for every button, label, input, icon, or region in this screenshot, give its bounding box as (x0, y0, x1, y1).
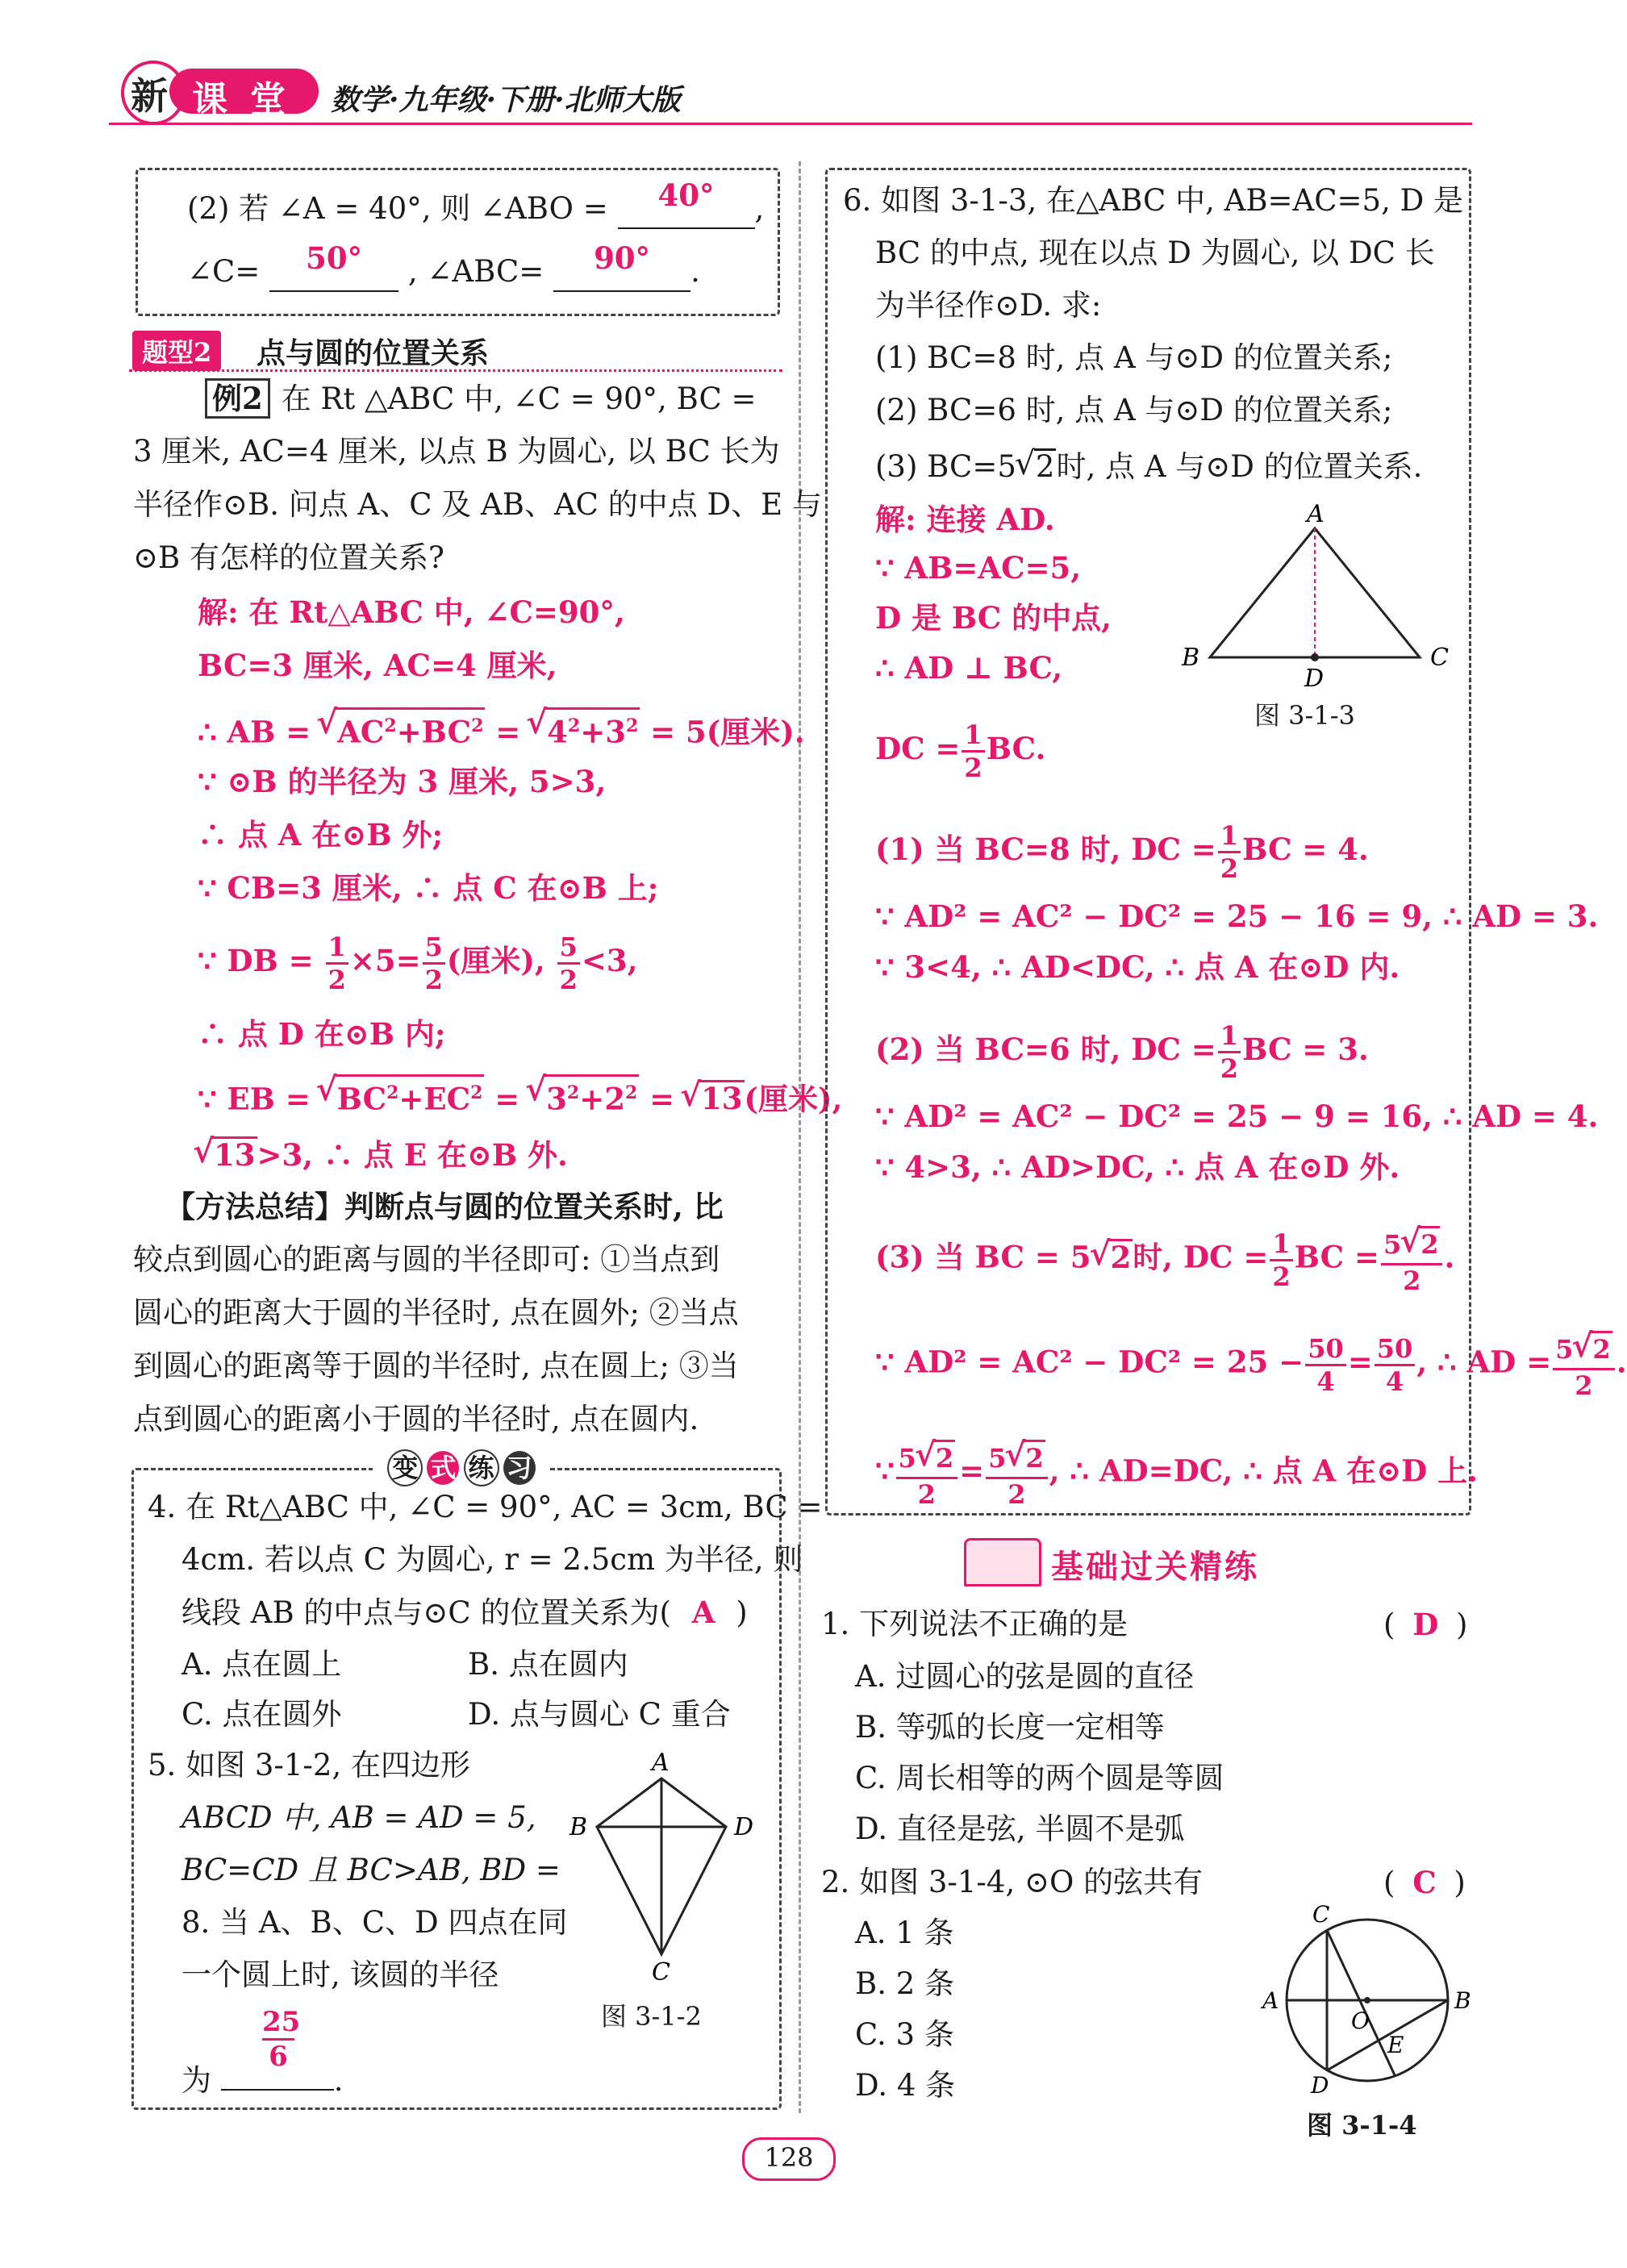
fig313-label-b: B (1182, 644, 1200, 672)
basic-q1-answer: D (1412, 1607, 1439, 1642)
type2-title: 点与圆的位置关系 (257, 336, 490, 370)
basic-q2-opt-b: B. 2 条 (855, 1966, 955, 2001)
variant-title (373, 1448, 550, 1488)
top-box-text3: , ∠ABC= (407, 254, 544, 289)
answer-blank-1 (618, 177, 755, 229)
q5-ans-num: 25 (262, 2008, 294, 2041)
q6-frac-4: $\frac{1}{2}$ (1270, 1231, 1292, 1290)
q4-opt-b: B. 点在圆内 (468, 1647, 628, 1682)
q6-frac-8: $\frac{5√ 2}{2}$ (1553, 1331, 1615, 1399)
sqrt-7: √ 2 (1108, 1239, 1133, 1274)
q5-wei: 为 (181, 2063, 211, 2098)
answer-1: 40° (657, 177, 715, 213)
sol-line-2: BC=3 厘米, AC=4 厘米, (198, 648, 557, 683)
header-rule (109, 123, 1472, 125)
variant-char-1: 变 (387, 1449, 423, 1486)
q6-final: , ∴ AD=DC, ∴ 点 A 在⊙D 上. (1049, 1453, 1478, 1489)
q4-opt-d: D. 点与圆心 C 重合 (468, 1697, 731, 1732)
q6-line-3: 为半径作⊙D. 求: (875, 288, 1102, 323)
method-line-1: 【方法总结】判断点与圆的位置关系时, 比 (165, 1189, 724, 1224)
basic-q1-opt-c: C. 周长相等的两个圆是等圆 (855, 1761, 1224, 1795)
q6-sol-7: ∵ AD² = AC² − DC² = 25 − 16 = 9, ∴ AD = 3. (875, 898, 1599, 934)
figure-3-1-4 (1254, 1899, 1480, 2101)
book-icon (964, 1538, 1041, 1586)
sqrt-6: √ 13 (212, 1136, 257, 1171)
q5-line-2: ABCD 中, AB = AD = 5, (181, 1800, 536, 1835)
basic-q2-opt-c: C. 3 条 (855, 2017, 954, 2052)
top-box-text1: (2) 若 ∠A = 40°, 则 ∠ABO = (187, 191, 608, 226)
q6-sol-2: ∵ AB=AC=5, (875, 550, 1082, 586)
logo-char-3: 堂 (250, 79, 286, 120)
q6-ad: , ∴ AD = (1416, 1344, 1552, 1380)
sol-line-8: ∴ 点 D 在⊙B 内; (198, 1016, 446, 1052)
type2-tag: 题型2 (132, 331, 221, 371)
column-divider (799, 161, 801, 2113)
fig314-label-e: E (1387, 2032, 1404, 2058)
basic-q1-opt-b: B. 等弧的长度一定相等 (855, 1710, 1165, 1745)
q4-opt-c: C. 点在圆外 (181, 1697, 342, 1732)
fig314-caption: 图 3-1-4 (1307, 2110, 1417, 2141)
basic-q2-opt-a: A. 1 条 (855, 1916, 954, 1950)
fig314-label-a: A (1262, 1987, 1279, 2014)
q6-part3-b: 时, 点 A 与⊙D 的位置关系. (1056, 449, 1423, 484)
sol-db-compare: <3, (581, 943, 638, 978)
basic-q1-opt-a: A. 过圆心的弦是圆的直径 (855, 1659, 1195, 1694)
sol-line-3: ∴ AB = √ $AC^2+BC^2$ = √ $4^2+3^2 = 5$(厘米). (198, 707, 805, 751)
sol-line-4: ∵ ⊙B 的半径为 3 厘米, 5>3, (198, 764, 607, 799)
page-number (742, 2137, 836, 2181)
q6-line-6 (875, 448, 1422, 486)
fig313-caption: 图 3-1-3 (1254, 700, 1355, 731)
q6-line-5: (2) BC=6 时, 点 A 与⊙D 的位置关系; (875, 393, 1393, 427)
frac-half: $\frac{1}{2}$ (326, 934, 348, 993)
q6-case3-ad: ∵ AD² = AC² − DC² = 25 − (875, 1344, 1304, 1380)
q6-frac-2: $\frac{1}{2}$ (1218, 823, 1241, 882)
q6-case2: (2) 当 BC=6 时, DC = (875, 1032, 1216, 1067)
basic-q2-answer: C (1412, 1865, 1437, 1900)
q6-sol-3: D 是 BC 的中点, (875, 600, 1112, 636)
answer-blank-3 (553, 240, 690, 292)
variant-char-2: 式 (427, 1451, 459, 1485)
q6-line-1: 6. 如图 3-1-3, 在△ABC 中, AB=AC=5, D 是 (843, 183, 1464, 218)
top-box-line2: ∠C= 50° , ∠ABC= 90° . (187, 252, 700, 292)
type2-heading (129, 329, 782, 372)
q6-line-4: (1) BC=8 时, 点 A 与⊙D 的位置关系; (875, 340, 1393, 375)
basic-q1-opt-d: D. 直径是弦, 半圆不是弧 (855, 1811, 1185, 1846)
basic-q1 (821, 1605, 1128, 1644)
q4-line-3 (181, 1593, 748, 1632)
header-subtitle: 数学·九年级·下册·北师大版 (331, 83, 681, 117)
method-line-2: 较点到圆心的距离与圆的半径即可: ①当点到 (133, 1242, 720, 1277)
q6-sol-8: ∵ 3<4, ∴ AD<DC, ∴ 点 A 在⊙D 内. (875, 949, 1400, 985)
q6-sol-4: ∴ AD ⊥ BC, (875, 650, 1063, 686)
basic-q2-paren: ( C ) (1383, 1865, 1466, 1900)
q6-because: ∵ (875, 1453, 895, 1489)
fig312-label-a: A (652, 1749, 670, 1777)
example-line-3: 半径作⊙B. 问点 A、C 及 AB、AC 的中点 D、E 与 (133, 487, 822, 522)
q6-frac-5: $\frac{5√ 2}{2}$ (1381, 1226, 1443, 1294)
frac-5-2b: $\frac{5}{2}$ (557, 934, 580, 993)
header-logo (121, 60, 323, 119)
example-line-2: 3 厘米, AC=4 厘米, 以点 B 为圆心, 以 BC 长为 (133, 434, 780, 469)
q5-line-1: 5. 如图 3-1-2, 在四边形 (148, 1748, 470, 1782)
q6-sol-6 (875, 820, 1369, 884)
q6-dc-bc: BC. (986, 731, 1046, 766)
fig312-caption: 图 3-1-2 (601, 2001, 702, 2032)
q4-text: 线段 AB 的中点与⊙C 的位置关系为( (181, 1595, 671, 1630)
sol-line-7: ∵ DB = $\frac{1}{2}$ ×5= $\frac{5}{2}$ (厘米), $\frac{5}{2}$ <3, (198, 932, 638, 995)
top-box-line1: (2) 若 ∠A = 40°, 则 ∠ABO = 40° , (187, 189, 764, 229)
example-text-1: 在 Rt △ABC 中, ∠C = 90°, BC = (281, 381, 757, 416)
method-line-5: 点到圆心的距离小于圆的半径时, 点在圆内. (133, 1402, 699, 1436)
q6-case3: (3) 当 BC = 5 (875, 1239, 1091, 1275)
q6-case3-b: 时, DC = (1133, 1239, 1269, 1275)
q6-eq2: = (959, 1453, 985, 1489)
basic-q2-opt-d: D. 4 条 (855, 2068, 956, 2103)
method-line-3: 圆心的距离大于圆的半径时, 点在圆外; ②当点 (133, 1295, 739, 1330)
sqrt-1: √ $AC^2+BC^2$ (336, 707, 485, 748)
sol-line-10 (198, 1136, 568, 1174)
q6-sol-1: 解: 连接 AD. (875, 502, 1055, 537)
fig314-label-o: O (1351, 2007, 1370, 2034)
sol-line-5: ∴ 点 A 在⊙B 外; (198, 817, 444, 853)
q5-answer (262, 2006, 301, 2073)
sol-eb: ∵ EB = (198, 1081, 311, 1117)
logo-char-2: 课 (192, 79, 227, 120)
sol-db-unit: (厘米), (446, 943, 545, 978)
sqrt-3: √ $BC^2+EC^2$ (336, 1074, 485, 1115)
basic-q1-text: 1. 下列说法不正确的是 (821, 1607, 1128, 1641)
basic-q1-paren: ( D ) (1383, 1607, 1468, 1642)
fig313-label-d: D (1304, 665, 1325, 693)
sol-db: ∵ DB = (198, 943, 314, 978)
q6-eq: = (1347, 1344, 1373, 1380)
q6-sol-10: ∵ AD² = AC² − DC² = 25 − 9 = 16, ∴ AD = 4. (875, 1099, 1599, 1134)
q4-opt-a: A. 点在圆上 (181, 1647, 342, 1682)
q6-frac-3: $\frac{1}{2}$ (1218, 1023, 1241, 1082)
q5-line-5: 一个圆上时, 该圆的半径 (181, 1957, 499, 1992)
example-line-1 (211, 379, 757, 419)
sqrt-q6: √ 2 (1034, 448, 1057, 483)
example-tag: 例2 (205, 378, 270, 419)
frac-5-2: $\frac{5}{2}$ (423, 934, 445, 993)
q4-answer: A (691, 1595, 715, 1630)
sol-line-6: ∵ CB=3 厘米, ∴ 点 C 在⊙B 上; (198, 870, 659, 906)
q6-frac-6: $\frac{50}{4}$ (1305, 1336, 1346, 1395)
variant-char-3: 练 (464, 1449, 499, 1486)
q6-sol-5 (875, 719, 1046, 783)
q6-sol-12: (3) 当 BC = 5√ 2时, DC = $\frac{1}{2}$ BC = $\frac{5√ 2}{2}$ . (875, 1226, 1454, 1294)
basic-q2: 2. 如图 3-1-4, ⊙O 的弦共有 (821, 1865, 1204, 1899)
q6-frac-9: $\frac{5√ 2}{2}$ (896, 1440, 958, 1507)
q6-sol-11: ∵ 4>3, ∴ AD>DC, ∴ 点 A 在⊙D 外. (875, 1149, 1400, 1185)
top-box-text2: ∠C= (187, 254, 261, 289)
q5-line-6: 为 . (181, 2057, 344, 2100)
q6-case1-b: BC = 4. (1242, 832, 1369, 867)
q6-case1: (1) 当 BC=8 时, DC = (875, 832, 1216, 867)
logo-char-1: 新 (131, 74, 168, 118)
sol-eb-compare: >3, ∴ 点 E 在⊙B 外. (257, 1137, 568, 1173)
sol-line-9: ∵ EB = √ $BC^2+EC^2$ = √ $3^2+2^2$ = √ 13(厘米), (198, 1074, 842, 1118)
q6-case2-b: BC = 3. (1242, 1032, 1369, 1067)
fig314-label-b: B (1454, 1987, 1471, 2014)
sol-ab: ∴ AB = (198, 714, 311, 750)
sol-line-1: 解: 在 Rt△ABC 中, ∠C=90°, (198, 594, 625, 630)
fig314-label-c: C (1312, 1901, 1330, 1928)
fig314-label-d: D (1311, 2072, 1329, 2099)
sqrt-5: √ 13 (699, 1080, 745, 1115)
q6-sol-9 (875, 1020, 1369, 1084)
q6-sol-14 (875, 1440, 1478, 1510)
example-line-4: ⊙B 有怎样的位置关系? (133, 540, 444, 575)
sol-eb-unit: (厘米), (744, 1081, 843, 1117)
q6-frac-7: $\frac{50}{4}$ (1375, 1336, 1416, 1395)
q6-part3-a: (3) BC=5 (875, 449, 1016, 484)
method-line-4: 到圆心的距离等于圆的半径时, 点在圆上; ③当 (133, 1349, 739, 1383)
q4-line-1: 4. 在 Rt△ABC 中, ∠C = 90°, AC = 3cm, BC = (148, 1490, 823, 1524)
q5-line-3: BC=CD 且 BC>AB, BD = (181, 1853, 561, 1887)
q6-line-2: BC 的中点, 现在以点 D 为圆心, 以 DC 长 (875, 236, 1435, 270)
variant-char-4: 习 (503, 1451, 536, 1485)
figure-3-1-3 (1174, 496, 1460, 693)
sqrt-2: √ $4^2+3^2$ (545, 707, 640, 748)
basic-title: 基础过关精练 (1051, 1548, 1259, 1586)
answer-3: 90° (594, 240, 651, 276)
fig312-label-b: B (569, 1813, 588, 1841)
page-number-text: 128 (764, 2142, 814, 2173)
q6-case3-c: BC = (1294, 1239, 1379, 1275)
fig312-label-c: C (652, 1958, 670, 1987)
figure-3-1-2 (565, 1746, 758, 2037)
answer-blank-2 (269, 240, 398, 292)
q4-line-2: 4cm. 若以点 C 为圆心, r = 2.5cm 为半径, 则 (181, 1542, 803, 1577)
fig313-label-a: A (1307, 500, 1325, 528)
sqrt-4: √ $3^2+2^2$ (544, 1074, 639, 1115)
q5-line-4: 8. 当 A、B、C、D 四点在同 (181, 1905, 568, 1940)
q6-frac-10: $\frac{5√ 2}{2}$ (986, 1440, 1048, 1507)
q6-frac-1: $\frac{1}{2}$ (962, 722, 984, 781)
q6-sol-13: ∵ AD² = AC² − DC² = 25 − $\frac{50}{4}$ = $\frac{50}{4}$ , ∴ AD = $\frac{5√ 2}{2}$ . (875, 1331, 1627, 1399)
answer-2: 50° (306, 240, 363, 276)
sol-ab-result: = 5(厘米). (650, 714, 805, 750)
fig312-label-d: D (734, 1813, 754, 1841)
q4-close: ) (736, 1595, 748, 1630)
q6-dc: DC = (875, 731, 961, 766)
fig313-label-c: C (1430, 644, 1449, 672)
q5-ans-den: 6 (269, 2041, 288, 2073)
basic-heading (964, 1536, 1351, 1585)
